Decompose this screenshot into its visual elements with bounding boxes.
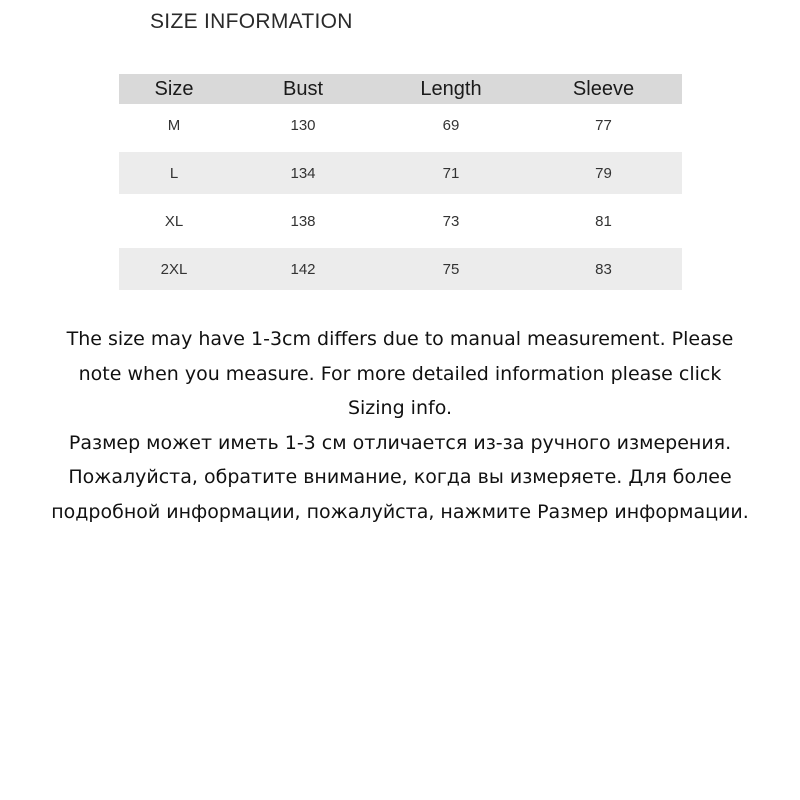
table-row <box>119 149 682 197</box>
cell-bust: 134 <box>229 149 377 197</box>
header-size: Size <box>119 74 229 104</box>
cell-size: XL <box>164 212 184 230</box>
cell-sleeve: 81 <box>595 212 612 230</box>
cell-size: L <box>119 149 229 197</box>
cell-sleeve: 79 <box>525 149 682 197</box>
page-title: SIZE INFORMATION <box>150 10 353 33</box>
table-row <box>119 197 682 245</box>
cell-size: M <box>167 116 181 134</box>
cell-bust: 130 <box>290 116 316 134</box>
cell-length: 73 <box>442 212 460 230</box>
table-header-row <box>119 74 682 104</box>
note-line-ru: Размер может иметь 1-3 см отличается из-за ручного измерения. <box>68 431 732 454</box>
table-row <box>119 104 682 149</box>
cell-sleeve: 83 <box>525 245 682 293</box>
cell-bust: 142 <box>229 245 377 293</box>
cell-bust: 138 <box>290 212 316 230</box>
table-row <box>119 245 682 293</box>
header-bust: Bust <box>229 74 377 104</box>
cell-size: 2XL <box>119 245 229 293</box>
header-sleeve: Sleeve <box>525 74 682 104</box>
header-length: Length <box>377 74 525 104</box>
size-notes <box>40 322 760 529</box>
note-line-en: Sizing info. <box>347 397 453 419</box>
note-line-ru: подробной информации, пожалуйста, нажмите Размер информации. <box>51 500 749 523</box>
note-line-en: The size may have 1-3cm differs due to manual measurement. Please <box>66 328 734 350</box>
cell-length: 71 <box>377 149 525 197</box>
cell-sleeve: 77 <box>595 116 612 134</box>
note-line-ru: Пожалуйста, обратите внимание, когда вы измеряете. Для более <box>68 466 732 488</box>
cell-length: 69 <box>442 116 460 134</box>
size-table <box>119 74 682 296</box>
note-line-en: note when you measure. For more detailed information please click <box>78 362 722 385</box>
cell-length: 75 <box>377 245 525 293</box>
